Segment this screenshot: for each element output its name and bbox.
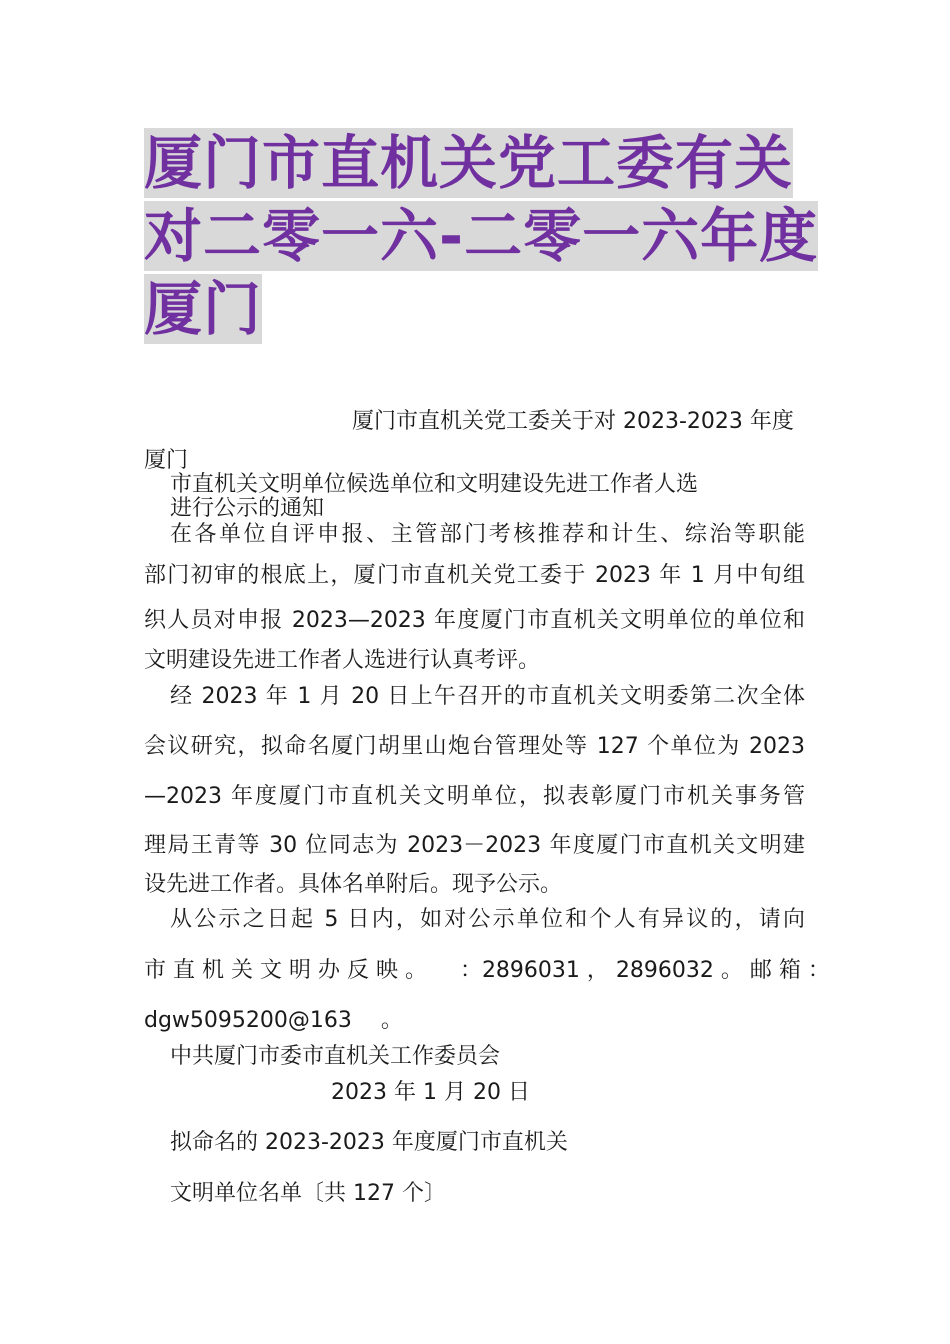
paragraph-1-line-2: 部门初审的根底上，厦门市直机关党工委于 2023 年 1 月中旬组 xyxy=(144,563,805,588)
paragraph-2-line-2: 会议研究，拟命名厦门胡里山炮台管理处等 127 个单位为 2023 xyxy=(144,734,805,759)
paragraph-2-line-1: 经 2023 年 1 月 20 日上午召开的市直机关文明委第二次全体 xyxy=(170,684,805,709)
document-title xyxy=(144,128,819,347)
title-line-1: 厦门市直机关党工委有关 xyxy=(144,129,794,197)
signature-organization: 中共厦门市委市直机关工作委员会 xyxy=(170,1044,501,1069)
paragraph-2-line-5: 设先进工作者。具体名单附后。现予公示。 xyxy=(144,872,563,897)
paragraph-3-line-1: 从公示之日起 5 日内，如对公示单位和个人有异议的，请向 xyxy=(170,907,805,932)
notice-heading-line-4: 进行公示的通知 xyxy=(170,496,325,521)
paragraph-3-line-2: 市 直 机 关 文 明 办 反 映 。 ：2896031 ， 2896032 。 邮 箱 ： xyxy=(144,958,830,983)
notice-heading-line-3: 市直机关文明单位候选单位和文明建设先进工作者人选 xyxy=(170,472,699,497)
list-title-line-1: 拟命名的 2023-2023 年度厦门市直机关 xyxy=(170,1130,568,1155)
paragraph-3-line-3: dgw5095200@163 。 xyxy=(144,1008,403,1033)
paragraph-2-line-3: —2023 年度厦门市直机关文明单位，拟表彰厦门市机关事务管 xyxy=(144,784,805,809)
list-title-line-2: 文明单位名单〔共 127 个〕 xyxy=(170,1181,446,1206)
signature-date: 2023 年 1 月 20 日 xyxy=(331,1080,530,1105)
title-line-2: 对二零一六-二零一六年度 xyxy=(144,202,819,270)
paragraph-1-line-1: 在各单位自评申报、主管部门考核推荐和计生、综治等职能 xyxy=(170,522,805,547)
notice-heading-line-1: 厦门市直机关党工委关于对 2023-2023 年度 xyxy=(352,409,794,434)
paragraph-2-line-4: 理局王青等 30 位同志为 2023－2023 年度厦门市直机关文明建 xyxy=(144,833,805,858)
paragraph-1-line-3: 织人员对申报 2023—2023 年度厦门市直机关文明单位的单位和 xyxy=(144,608,805,633)
notice-heading-line-2: 厦门 xyxy=(144,448,189,473)
paragraph-1-line-4: 文明建设先进工作者人选进行认真考评。 xyxy=(144,648,541,673)
title-line-3: 厦门 xyxy=(144,275,263,343)
